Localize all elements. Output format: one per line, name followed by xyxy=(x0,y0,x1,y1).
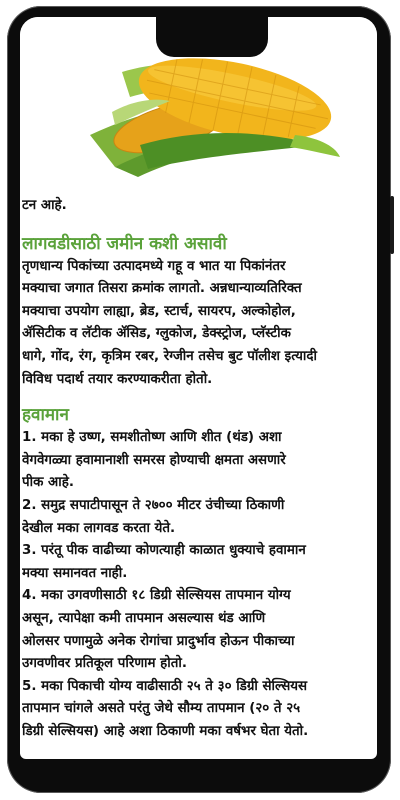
phone-screen xyxy=(20,17,377,759)
paragraph-line: मक्याचा उपयोग लाह्या, ब्रेड, स्टार्च, सायरप, अल्कोहोल, xyxy=(22,303,296,319)
list-line: देखील मका लागवड करता येते. xyxy=(22,520,176,536)
camera-notch xyxy=(156,17,268,57)
list-line: वेगवेगळ्या हवामानाशी समरस होण्याची क्षमता असणारे xyxy=(22,452,286,468)
list-line: पीक आहे. xyxy=(22,475,74,491)
list-line: उगवणीवर प्रतिकूल परिणाम होतो. xyxy=(22,656,187,672)
paragraph-line: विविध पदार्थ तयार करण्याकरीता होतो. xyxy=(22,371,213,387)
land-section-heading: लागवडीसाठी जमीन कशी असावी xyxy=(22,233,227,254)
list-line: ओलसर पणामुळे अनेक रोगांचा प्रादुर्भाव होऊन पीकाच्या xyxy=(22,633,295,649)
paragraph-line: धागे, गोंद, रंग, कृत्रिम रबर, रेग्जीन तसेच बुट पॉलीश इत्यादी xyxy=(22,348,317,364)
list-line: 2. समुद्र सपाटीपासून ते २७०० मीटर उंचीच्या ठिकाणी xyxy=(22,497,285,513)
article-content xyxy=(20,195,377,743)
list-line: तापमान चांगले असते परंतु जेथे सौम्य तापमान (२० ते २५ xyxy=(22,701,301,717)
climate-section-heading: हवामान xyxy=(22,405,69,426)
phone-frame xyxy=(7,6,391,793)
list-line: 4. मका उगवणीसाठी १८ डिग्री सेल्सियस तापमान योग्य xyxy=(22,588,291,604)
list-line: मक्या समानवत नाही. xyxy=(22,565,128,581)
list-line: असून, त्यापेक्षा कमी तापमान असल्यास थंड आणि xyxy=(22,610,266,626)
paragraph-line: मक्याचा जगात तिसरा क्रमांक लागतो. अन्नधान्याव्यतिरिक्त xyxy=(22,281,302,297)
list-line: 3. परंतू पीक वाढीच्या कोणत्याही काळात धुक्याचे हवामान xyxy=(22,543,306,559)
list-line: 1. मका हे उष्ण, समशीतोष्ण आणि शीत (थंड) अशा xyxy=(22,430,282,446)
paragraph-line: ॲसिटीक व लॅटीक ॲसिड, ग्लुकोज, डेक्स्ट्रोज, प्लॅस्टीक xyxy=(22,326,291,342)
intro-tail-text: टन आहे. xyxy=(22,198,67,213)
side-button[interactable] xyxy=(390,196,394,254)
list-line: 5. मका पिकाची योग्य वाढीसाठी २५ ते ३० डिग्री सेल्सियस xyxy=(22,678,308,694)
list-line: डिग्री सेल्सियस) आहे अशा ठिकाणी मका वर्षभर घेता येतो. xyxy=(22,723,309,739)
paragraph-line: तृणधान्य पिकांच्या उत्पादमध्ये गहू व भात या पिकांनंतर xyxy=(22,258,286,274)
